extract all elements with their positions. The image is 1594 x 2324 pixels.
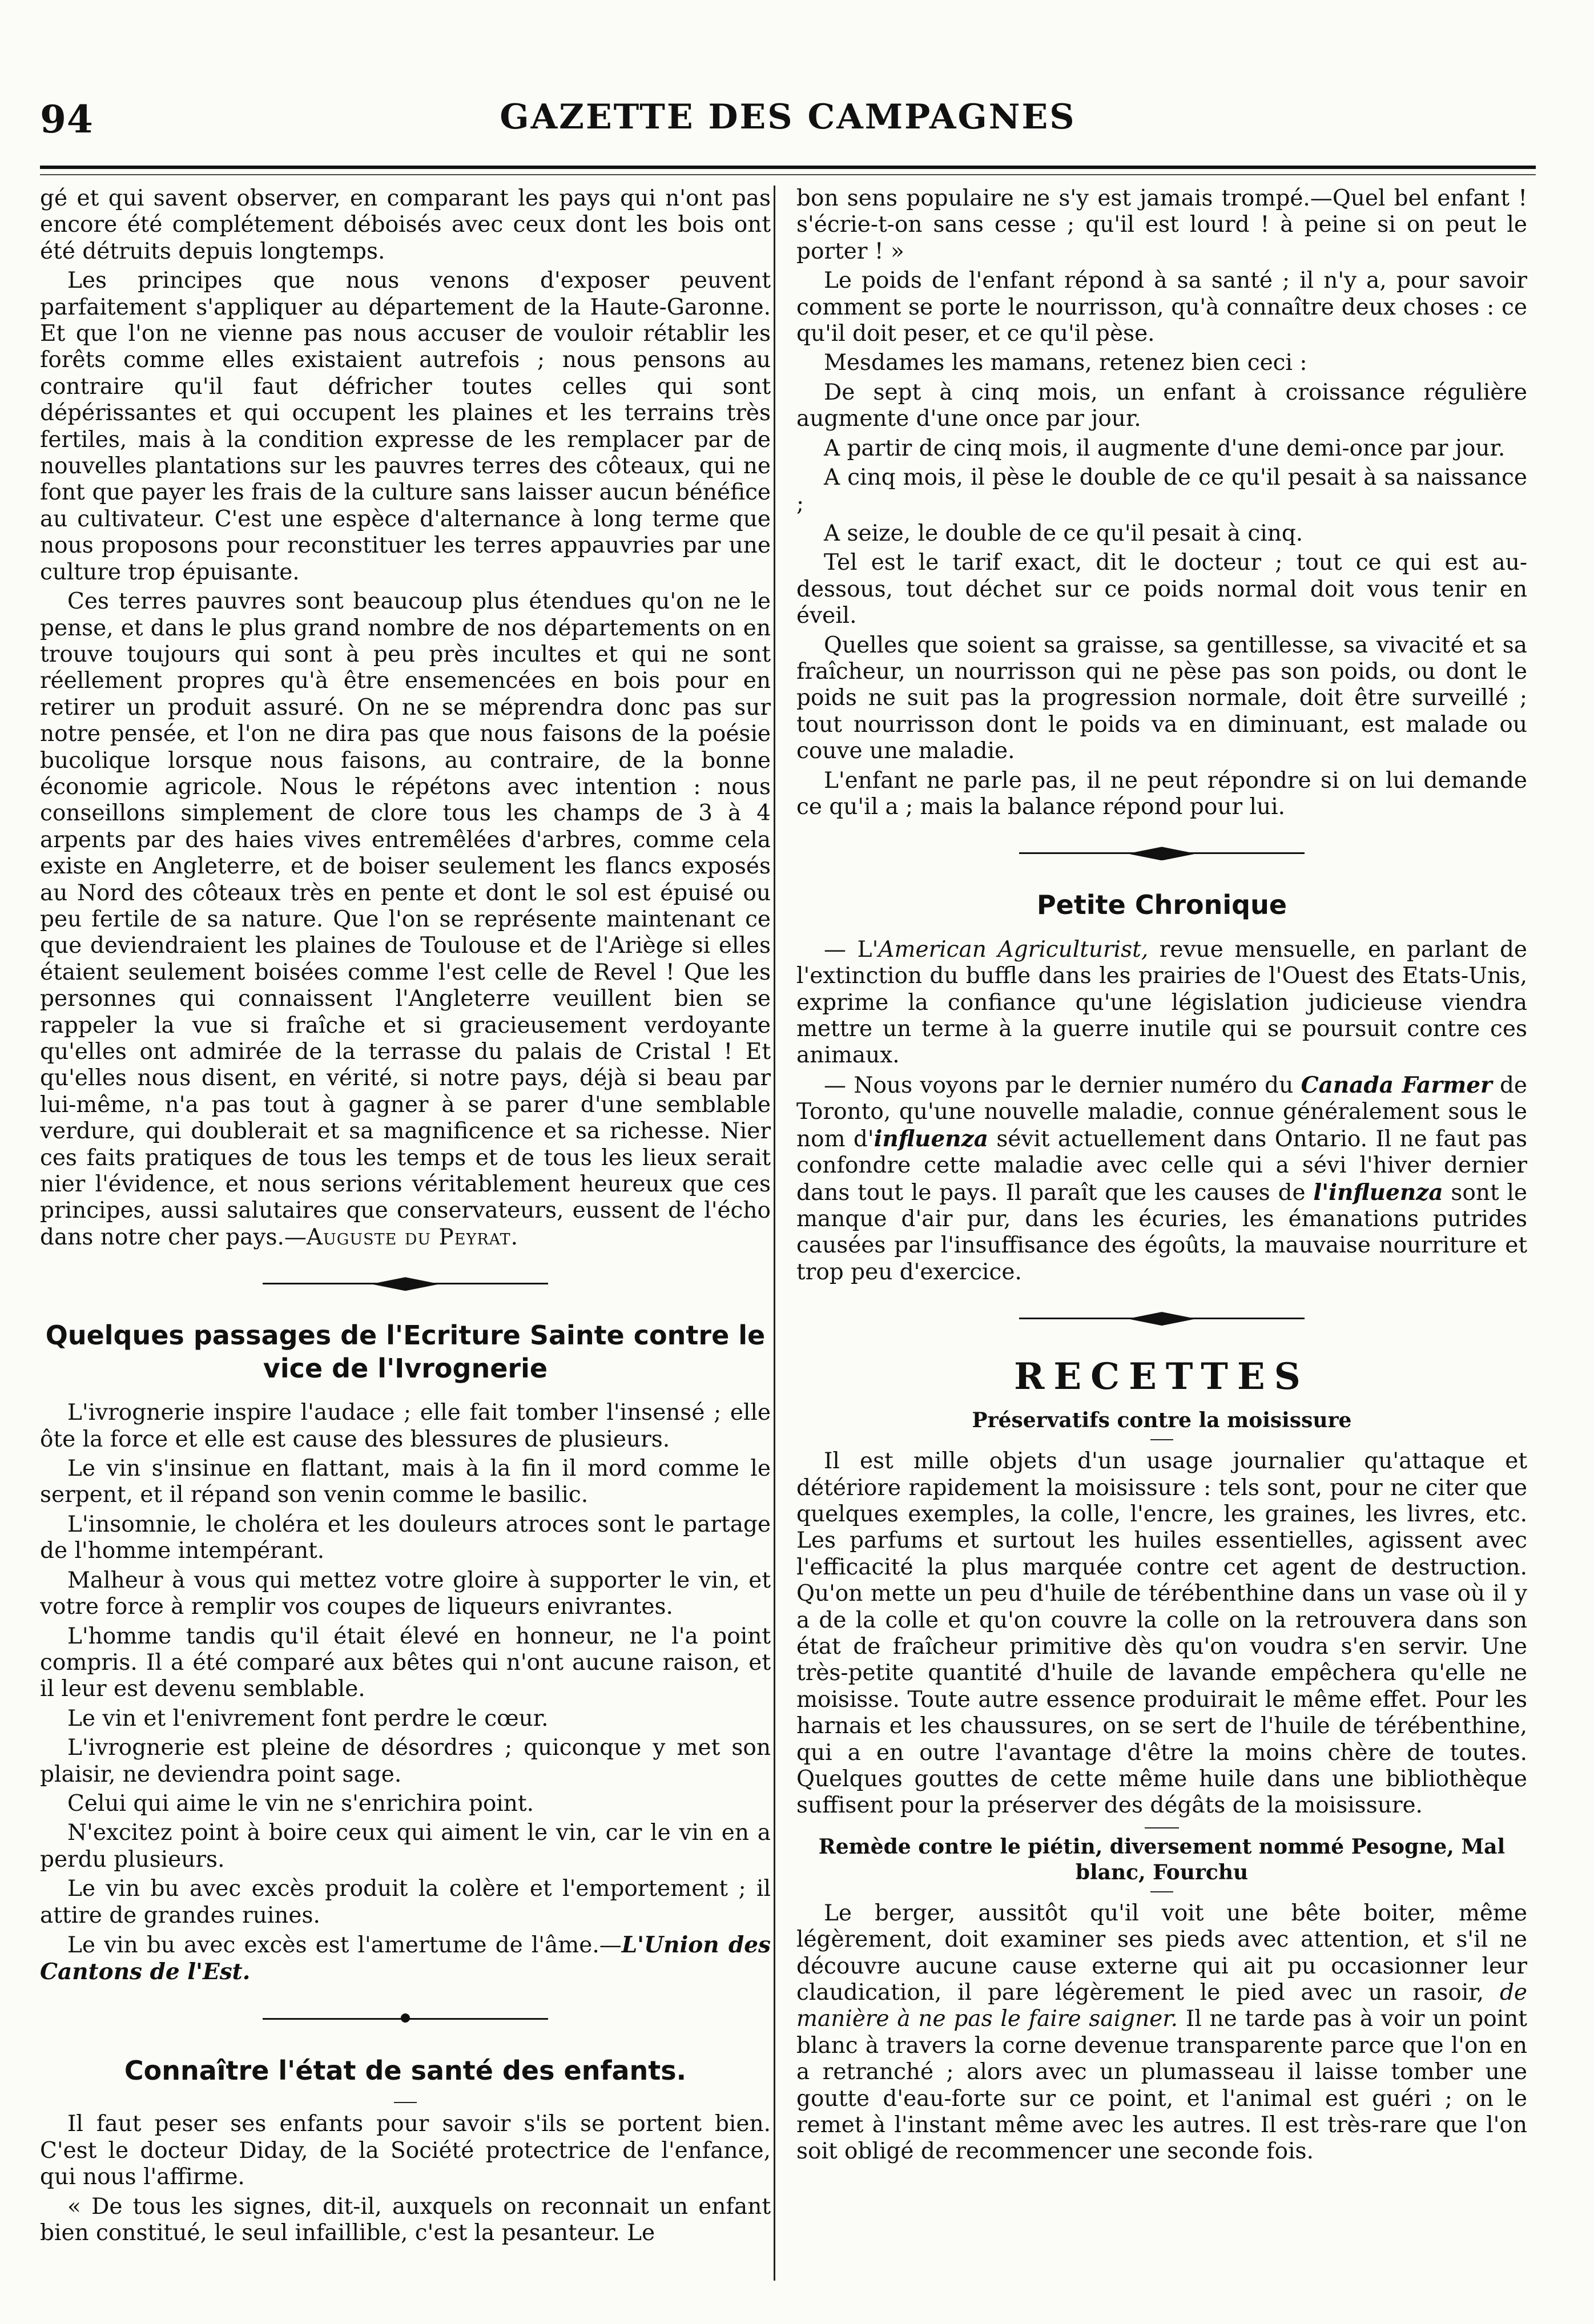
verse-paragraph: Le vin et l'enivrement font perdre le cœur. (67, 1705, 549, 1731)
article-paragraph: Tel est le tarif exact, dit le docteur ; tout ce qui est au-dessous, tout déchet sur ce poids normal doit vous tenir en éveil. (796, 550, 1527, 629)
article-paragraph: De sept à cinq mois, un enfant à croissance régulière augmente d'une once par jour. (796, 379, 1527, 432)
recipe-text: Le berger, aussitôt qu'il voit une bête boiter, même légèrement, doit examiner ses pieds avec attention, et s'il ne découvre aucune cause externe qui ait pu occasionner leur claudication, il pare légèrement le pied avec un rasoir, (796, 1900, 1527, 2006)
article-paragraph: Quelles que soient sa graisse, sa gentillesse, sa vivacité et sa fraîcheur, un nourrisson qui ne pèse pas son poids, ou dont le poids ne suit pas la progression normale, doit être surveillé ; tout nourrisson dont le poids va en diminuant, est malade ou couve une maladie. (796, 632, 1527, 764)
recipe-subtitle: Préservatifs contre la moisissure (972, 1408, 1352, 1433)
publication-name: American Agriculturist, (878, 936, 1149, 962)
article-paragraph: bon sens populaire ne s'y est jamais trompé.—Quel bel enfant ! s'écrie-t-on sans cesse ; qu'il est lourd ! à peine si on peut le porter ! » (796, 186, 1527, 264)
title-dash (1150, 1439, 1173, 1440)
header-rule (40, 166, 1536, 169)
article-paragraph: L'enfant ne parle pas, il ne peut répondre si on lui demande ce qu'il a ; mais la balance répond pour lui. (796, 767, 1527, 820)
title-dash (1150, 1891, 1173, 1892)
section-title-sante: Connaître l'état de santé des enfants. (124, 2055, 687, 2086)
page-header (40, 86, 1536, 143)
section-title-ivrognerie: Quelques passages de l'Ecriture Sainte contre le vice de l'Ivrognerie (45, 1320, 766, 1384)
ornament-diamond (1128, 847, 1196, 860)
column-divider (774, 186, 775, 2281)
section-ornament (796, 1304, 1527, 1332)
verse-paragraph (40, 1932, 771, 1986)
chronique-text: — Nous voyons par le dernier numéro du (824, 1072, 1301, 1098)
verse-paragraph: N'excitez point à boire ceux qui aiment le vin, car le vin en a perdu plusieurs. (40, 1820, 771, 1872)
article-paragraph: A seize, le double de ce qu'il pesait à cinq. (824, 520, 1303, 546)
chronique-text: revue mensuelle, en parlant de l'extinction du buffle dans les prairies de l'Ouest des Etats-Unis, exprime la confiance qu'une législation judicieuse viendra mettre un terme à la guerre inutile qui se poursuit contre ces animaux. (796, 936, 1527, 1069)
ornament-diamond (1128, 1312, 1196, 1326)
verse-paragraph: Malheur à vous qui mettez votre gloire à supporter le vin, et votre force à remplir vos coupes de liqueurs enivrantes. (40, 1567, 771, 1620)
article-paragraph: A cinq mois, il pèse le double de ce qu'il pesait à sa naissance ; (796, 465, 1527, 517)
section-title-recettes: RECETTES (1014, 1355, 1310, 1399)
recipe-paragraph (796, 1900, 1527, 2165)
recipe-text: Il ne tarde pas à voir un point blanc à travers la corne devenue transparente parce que l'on en a retranché ; alors avec un plumasseau il laisse tomber une goutte d'eau-forte sur ce point, et l'animal est guéri ; on le remet à l'instant même avec les autres. Il est très-rare que l'on soit obligé de recommencer une seconde fois. (796, 2006, 1527, 2165)
article-paragraph: Il faut peser ses enfants pour savoir s'ils se portent bien. C'est le docteur Diday, de la Société protectrice de l'enfance, qui nous l'affirme. (40, 2111, 771, 2190)
article-paragraph (40, 589, 771, 1251)
recipe-paragraph: Il est mille objets d'un usage journalier qu'attaque et détériore rapidement la moisissure : tels sont, pour ne citer que quelques exemples, la colle, l'encre, les graines, les livres, etc. Les parfums et surtout les huiles essentielles, agissent avec l'efficacité la plus marquée contre cet agent de destruction. Qu'on mette un peu d'huile de térébenthine dans un vase où il y a de la colle et qu'on couvre la colle on la retrouvera dans son état de fraîcheur primitive dès qu'on voudra s'en servir. Une très-petite quantité d'huile de lavande empêchera qu'elle ne moisisse. Toute autre essence produirait le même effet. Pour les harnais et les chaussures, on se sert de l'huile de térébenthine, qui a en outre l'avantage d'être la moins chère de toutes. Quelques gouttes de cette même huile dans une bibliothèque suffisent pour la préserver des dégâts de la moisissure. (796, 1448, 1527, 1819)
running-title: GAZETTE DES CAMPAGNES (500, 97, 1076, 137)
chronique-text: — L' (824, 936, 879, 962)
source-citation: L'Union des Cantons de l'Est. (40, 1931, 771, 1985)
right-column (796, 186, 1527, 2286)
article-text: Ces terres pauvres sont beaucoup plus étendues qu'on ne le pense, et dans le plus grand nombre de nos départements on en trouve toujours qui sont à peu près incultes et qui ne sont réellement propres qu'à être ensemencées en bois pour en retirer un produit assuré. On ne se méprendra donc pas sur notre pensée, et l'on ne dira pas que nous faisons de la poésie bucolique lorsque nous faisons, au contraire, de la bonne économie agricole. Nous le répétons avec intention : nous conseillons simplement de clore tous les champs de 3 à 4 arpents par des haies vives entremêlées d'arbres, comme cela existe en Angleterre, et de boiser seulement les flancs exposés au Nord des côteaux très en pente et dont le sol est épuisé ou peu fertile de sa nature. Que l'on se représente maintenant ce que deviendraient les plaines de Toulouse et de l'Ariège si elles étaient seulement boisées comme l'est celle de Revel ! Que les personnes qui connaissent l'Angleterre veuillent bien se rappeler la vue si fraîche et si gracieusement verdoyante qu'elles ont admirée de la terrasse du palais de Cristal ! Et qu'elles nous disent, en vérité, si notre pays, déjà si beau par lui-même, n'a pas tout à gagner à se parer d'une semblable verdure, qui doublerait et sa magnificence et sa richesse. Nier ces faits pratiques de tous les temps et de tous les lieux serait nier l'évidence, et nous serions véritablement heureux que ces principes, aussi salutaires que conservateurs, eussent de l'écho dans notre cher pays.— (40, 589, 771, 1250)
article-paragraph: gé et qui savent observer, en comparant les pays qui n'ont pas encore été complétement déboisés avec ceux dont les bois ont été détruits depuis longtemps. (40, 186, 771, 264)
verse-paragraph: L'ivrognerie inspire l'audace ; elle fait tomber l'insensé ; elle ôte la force et elle est cause des blessures de plusieurs. (40, 1400, 771, 1452)
author-signature: Auguste du Peyrat. (306, 1224, 519, 1250)
article-paragraph: Mesdames les mamans, retenez bien ceci : (824, 350, 1307, 376)
section-ornament (40, 2004, 771, 2033)
title-dash (394, 2102, 417, 2103)
chronique-paragraph (796, 1072, 1527, 1286)
page-number: 94 (40, 97, 94, 142)
verse-paragraph: Le vin bu avec excès produit la colère et l'emportement ; il attire de grandes ruines. (40, 1876, 771, 1928)
section-ornament (796, 839, 1527, 867)
verse-paragraph: Celui qui aime le vin ne s'enrichira point. (67, 1790, 534, 1816)
section-title-chronique: Petite Chronique (1036, 889, 1287, 921)
verse-paragraph: L'homme tandis qu'il était élevé en honneur, ne l'a point compris. Il a été comparé aux bêtes qui n'ont aucune raison, et il leur est devenu semblable. (40, 1623, 771, 1702)
chronique-text: sont le manque d'air pur, dans les écuries, les émanations putrides causées par l'insuffisance des égoûts, la mauvaise nourriture et trop peu d'exercice. (796, 1179, 1527, 1285)
article-paragraph: A partir de cinq mois, il augmente d'une demi-once par jour. (824, 435, 1506, 461)
section-ornament (40, 1269, 771, 1298)
verse-paragraph: L'ivrognerie est pleine de désordres ; quiconque y met son plaisir, ne deviendra point sage. (40, 1735, 771, 1787)
recipe-subtitle: Remède contre le piétin, diversement nommé Pesogne, Mal blanc, Fourchu (818, 1834, 1506, 1884)
ornament-dot (401, 2013, 410, 2023)
header-rule-thin (40, 174, 1536, 175)
publication-name: Canada Farmer (1301, 1072, 1492, 1098)
article-paragraph: « De tous les signes, dit-il, auxquels on reconnait un enfant bien constitué, le seul infaillible, c'est la pesanteur. Le (40, 2193, 771, 2246)
article-paragraph: Les principes que nous venons d'exposer peuvent parfaitement s'appliquer au département de la Haute-Garonne. Et que l'on ne vienne pas nous accuser de vouloir rétablir les forêts comme elles existaient autrefois ; nous pensons au contraire qu'il faut défricher toutes celles qui sont dépérissantes et qui occupent les plaines et les terrains très fertiles, mais à la condition expresse de les remplacer par de nouvelles plantations sur les pauvres terres des côteaux, qui ne font que payer les frais de la culture sans laisser aucun bénéfice au cultivateur. C'est une espèce d'alternance à long terme que nous proposons pour reconstituer les terres appauvries par une culture trop épuisante. (40, 268, 771, 585)
chronique-paragraph (796, 937, 1527, 1069)
disease-name: l'influenza (1313, 1179, 1443, 1206)
chronique-text: sévit actuellement dans Ontario. Il ne faut pas confondre cette maladie avec celle qui a sévi l'hiver dernier dans tout le pays. Il paraît que les causes de (796, 1126, 1527, 1206)
article-paragraph: Le poids de l'enfant répond à sa santé ; il n'y a, pour savoir comment se porte le nourrisson, qu'à connaître deux choses : ce qu'il doit peser, et ce qu'il pèse. (796, 268, 1527, 347)
verse-text: Le vin bu avec excès est l'amertume de l'âme.— (67, 1932, 622, 1958)
ornament-diamond (371, 1277, 440, 1291)
verse-paragraph: L'insomnie, le choléra et les douleurs atroces sont le partage de l'homme intempérant. (40, 1511, 771, 1564)
chronique-text: de Toronto, qu'une nouvelle maladie, connue généralement sous le nom d' (796, 1072, 1527, 1152)
section-dash (1145, 1827, 1179, 1828)
disease-name: influenza (874, 1125, 989, 1152)
recipe-emphasis: de manière à ne pas le faire saigner. (796, 1980, 1527, 2032)
verse-paragraph: Le vin s'insinue en flattant, mais à la fin il mord comme le serpent, et il répand son venin comme le basilic. (40, 1456, 771, 1508)
left-column (40, 186, 771, 2286)
